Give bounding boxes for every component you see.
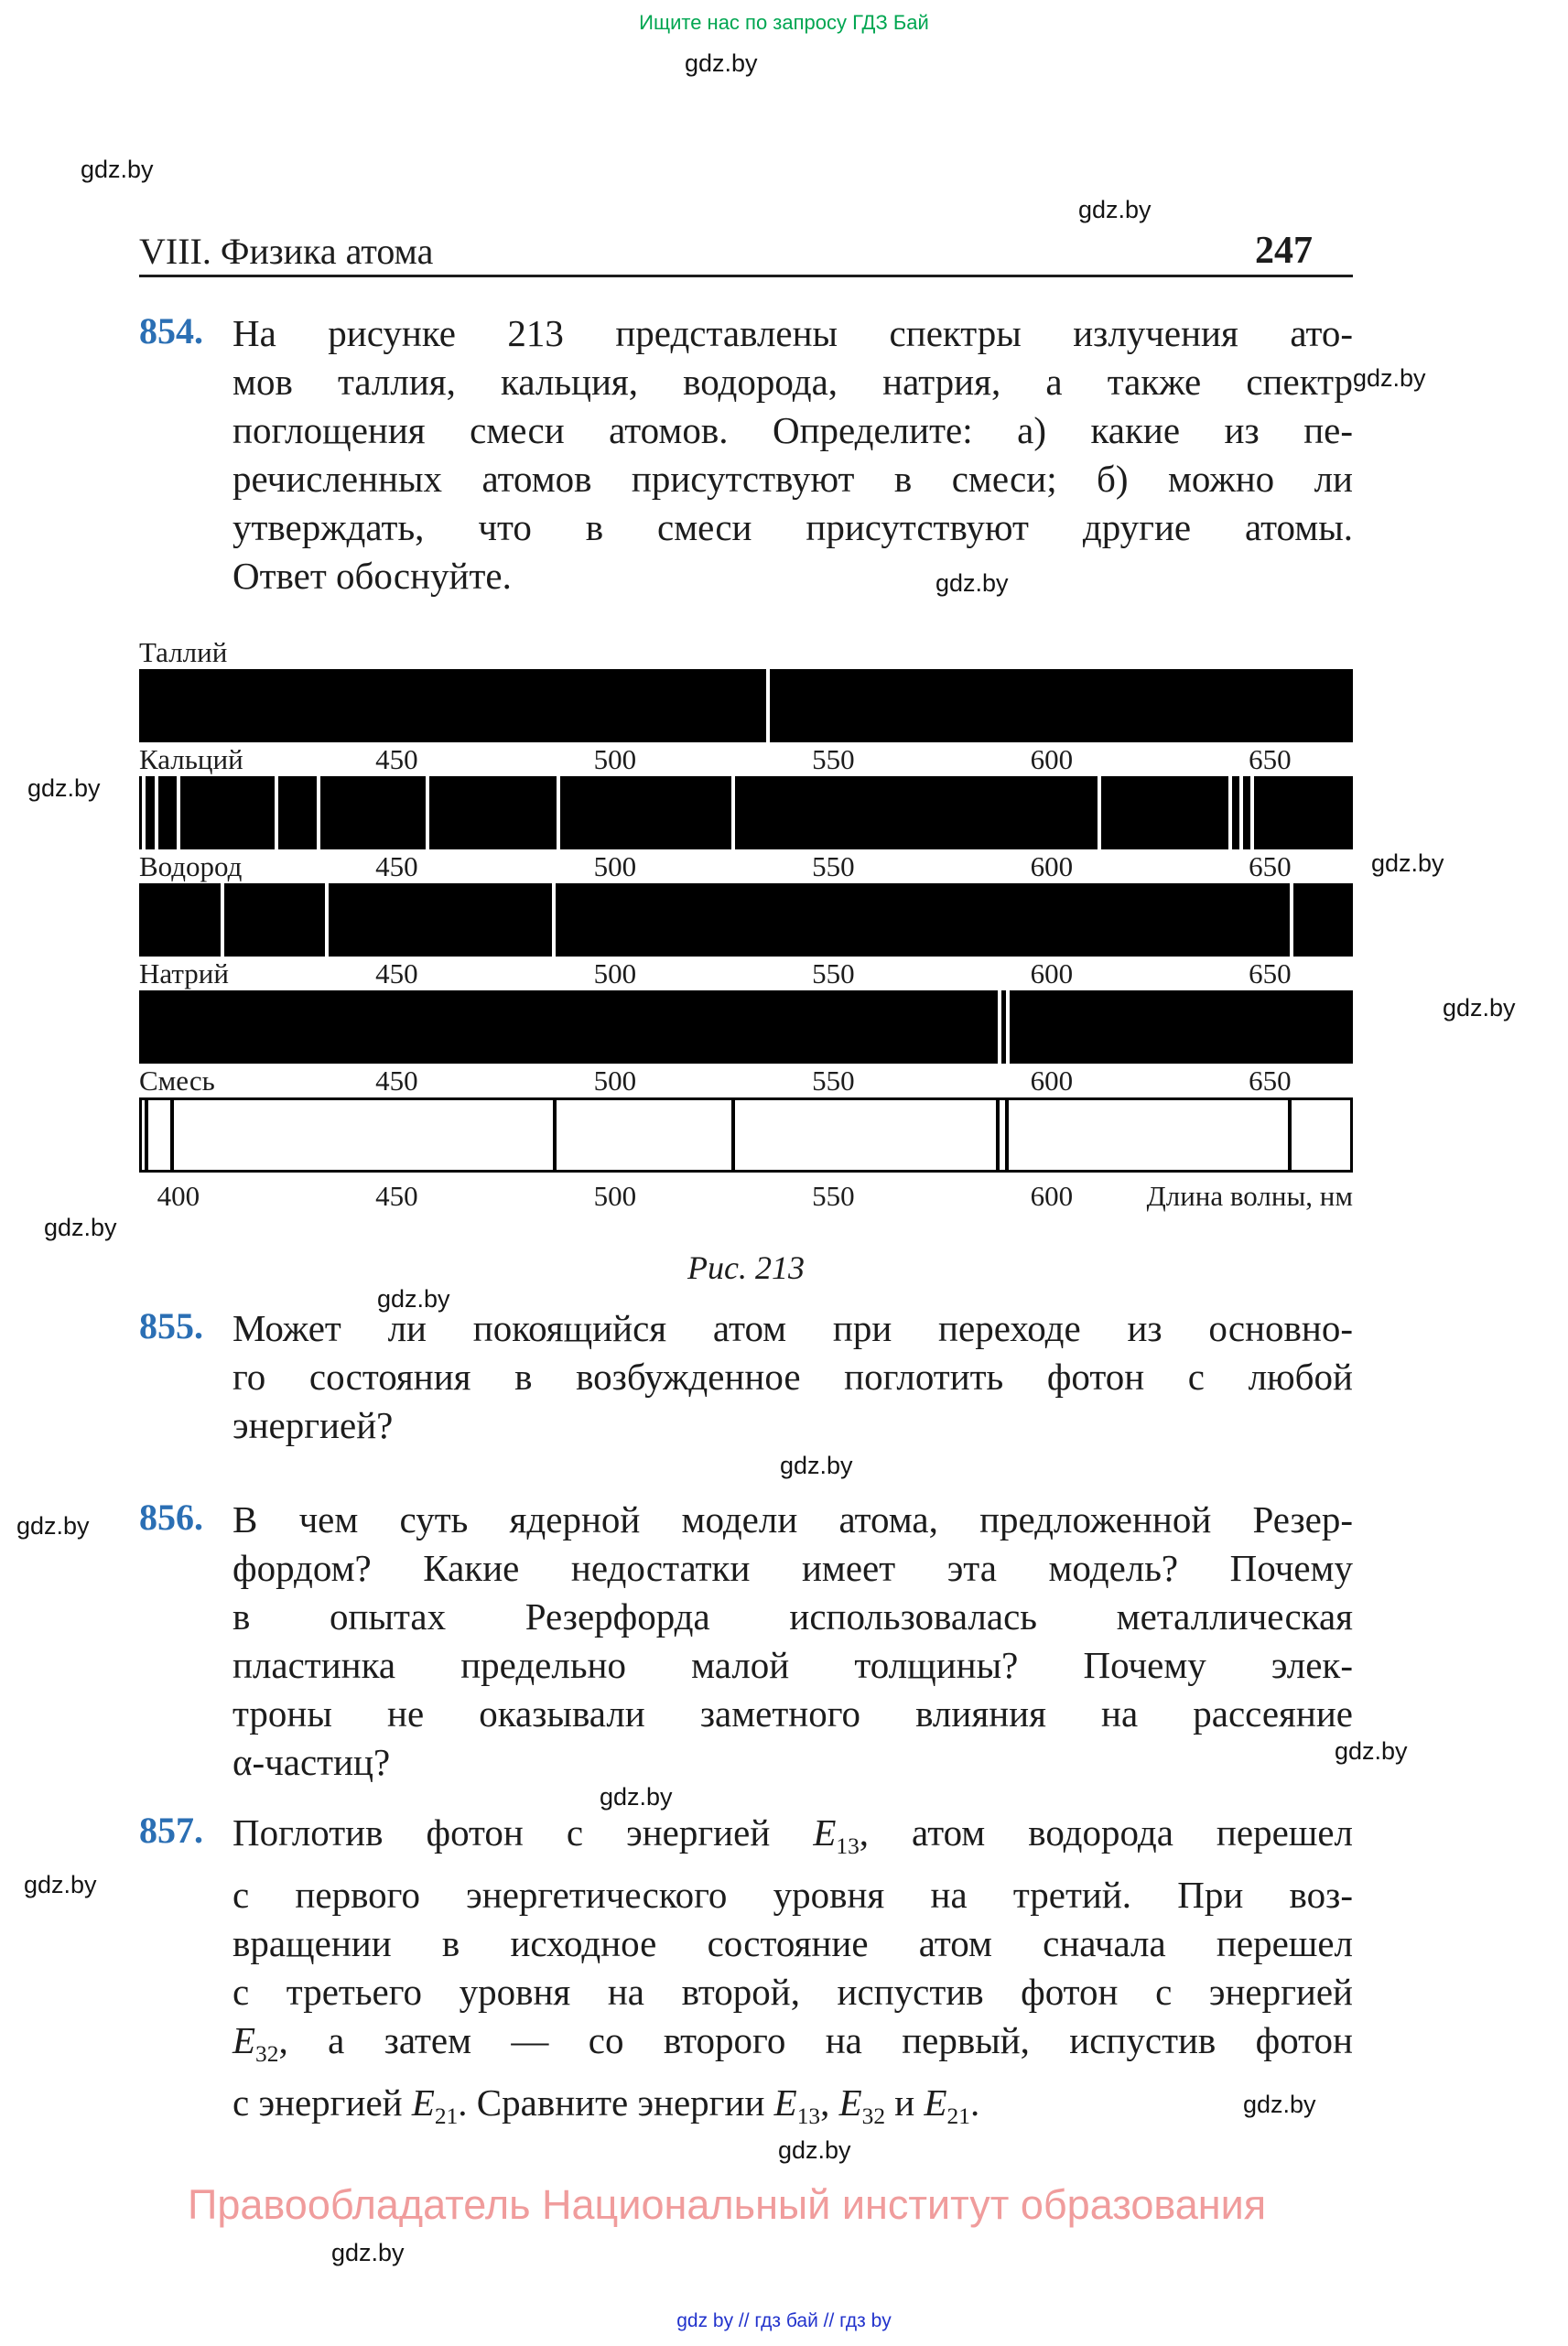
page-number: 247 bbox=[1255, 230, 1313, 272]
problem-text bbox=[232, 1304, 1353, 1450]
wavelength-tick-label: 600 bbox=[1030, 850, 1074, 882]
wavelength-tick-label: 500 bbox=[593, 1180, 637, 1212]
wavelength-tick-label: 600 bbox=[1030, 743, 1074, 775]
text-line: мов таллия, кальция, водорода, натрия, а также спектр bbox=[232, 361, 1353, 403]
spectral-line bbox=[1239, 776, 1243, 849]
spectrum-band-sodium bbox=[139, 990, 1353, 1064]
text-line: утверждать, что в смеси присутствуют другие атомы. bbox=[232, 506, 1353, 548]
spectrum-band-hydrogen bbox=[139, 883, 1353, 957]
axis-label: Длина волны, нм bbox=[1146, 1180, 1353, 1212]
spectral-line bbox=[1006, 990, 1010, 1064]
spectral-line bbox=[155, 776, 158, 849]
wavelength-tick-label: 650 bbox=[1249, 1065, 1292, 1097]
text-line: речисленных атомов присутствуют в смеси; б) можно ли bbox=[232, 458, 1353, 500]
spectral-line bbox=[557, 776, 560, 849]
spectrum-label-row bbox=[139, 635, 1353, 669]
text-line: с третьего уровня на второй, испустив фотон с энергией bbox=[232, 1971, 1353, 2014]
wavelength-tick-label: 550 bbox=[812, 1065, 855, 1097]
wavelength-tick-label: 550 bbox=[812, 957, 855, 989]
spectrum-label: Смесь bbox=[139, 1065, 215, 1097]
gdzby-watermark: gdz.by bbox=[1443, 994, 1516, 1022]
text-line: В чем суть ядерной модели атома, предложенной Резер- bbox=[232, 1498, 1353, 1541]
spectrum-band-calcium bbox=[139, 776, 1353, 849]
wavelength-tick-label: 650 bbox=[1249, 850, 1292, 882]
spectrum-label-row bbox=[139, 849, 1353, 883]
gdzby-watermark: gdz.by bbox=[27, 774, 101, 802]
gdzby-watermark: gdz.by bbox=[1335, 1737, 1408, 1765]
promo-banner-green: Ищите нас по запросу ГДЗ Бай bbox=[639, 11, 929, 34]
gdzby-watermark: gdz.by bbox=[780, 1452, 853, 1479]
spectral-line bbox=[1228, 776, 1232, 849]
problem-number: 855. bbox=[139, 1305, 203, 1346]
spectral-line bbox=[553, 1100, 557, 1170]
text-line: го состояния в возбужденное поглотить фотон с любой bbox=[232, 1356, 1353, 1398]
wavelength-axis bbox=[139, 1173, 1353, 1213]
spectrum-label: Натрий bbox=[139, 957, 229, 989]
spectral-line bbox=[221, 883, 224, 957]
copyright-watermark: Правообладатель Национальный институт образования bbox=[188, 2181, 1267, 2228]
wavelength-tick-label: 500 bbox=[593, 743, 637, 775]
problem-854 bbox=[139, 309, 1353, 600]
spectrum-label: Кальций bbox=[139, 743, 243, 775]
wavelength-tick-label: 450 bbox=[375, 1180, 418, 1212]
spectrum-band-mixture bbox=[139, 1097, 1353, 1173]
wavelength-tick-label: 500 bbox=[593, 957, 637, 989]
problem-number: 854. bbox=[139, 310, 203, 351]
gdzby-watermark: gdz.by bbox=[600, 1783, 673, 1811]
spectral-line bbox=[998, 990, 1001, 1064]
spectral-line bbox=[1288, 1100, 1292, 1170]
spectral-line bbox=[1098, 776, 1101, 849]
text-line: троны не оказывали заметного влияния на рассеяние bbox=[232, 1692, 1353, 1735]
gdzby-watermark: gdz.by bbox=[1371, 849, 1444, 877]
spectrum-label-row bbox=[139, 1064, 1353, 1097]
wavelength-tick-label: 500 bbox=[593, 850, 637, 882]
problem-text bbox=[232, 309, 1353, 600]
problem-857 bbox=[139, 1809, 1353, 2142]
gdzby-watermark: gdz.by bbox=[1243, 2091, 1316, 2118]
wavelength-tick-label: 600 bbox=[1030, 1065, 1074, 1097]
wavelength-tick-label: 450 bbox=[375, 1065, 418, 1097]
wavelength-tick-label: 650 bbox=[1249, 957, 1292, 989]
gdzby-watermark: gdz.by bbox=[331, 2239, 405, 2266]
text-line: энергией? bbox=[232, 1404, 394, 1446]
text-line: Поглотив фотон с энергией $E_{13}$, атом водорода перешел bbox=[232, 1811, 1354, 1860]
chapter-title: VIII. Физика атома bbox=[139, 231, 434, 272]
text-line: фордом? Какие недостатки имеет эта модель? Почему bbox=[232, 1547, 1353, 1589]
text-line: пластинка предельно малой толщины? Почему элек- bbox=[232, 1644, 1353, 1686]
spectrum-label: Таллий bbox=[139, 636, 228, 668]
spectral-line bbox=[1290, 883, 1293, 957]
wavelength-tick-label: 500 bbox=[593, 1065, 637, 1097]
gdzby-watermark: gdz.by bbox=[16, 1512, 90, 1540]
problem-number: 857. bbox=[139, 1810, 203, 1851]
wavelength-tick-label: 550 bbox=[812, 743, 855, 775]
wavelength-tick-label: 450 bbox=[375, 743, 418, 775]
spectral-line bbox=[142, 776, 146, 849]
gdzby-watermark: gdz.by bbox=[778, 2136, 851, 2164]
spectral-line bbox=[145, 1100, 148, 1170]
wavelength-tick-label: 600 bbox=[1030, 957, 1074, 989]
text-line: вращении в исходное состояние атом сначала перешел bbox=[232, 1922, 1353, 1965]
spectral-line bbox=[317, 776, 320, 849]
wavelength-tick-label: 600 bbox=[1030, 1180, 1074, 1212]
problem-856 bbox=[139, 1496, 1353, 1787]
spectral-line bbox=[766, 669, 770, 742]
wavelength-tick-label: 550 bbox=[812, 850, 855, 882]
text-line: в опытах Резерфорда использовалась металлическая bbox=[232, 1595, 1353, 1638]
problem-text bbox=[232, 1496, 1353, 1787]
gdzby-watermark: gdz.by bbox=[44, 1214, 117, 1241]
spectrum-label-row bbox=[139, 742, 1353, 776]
spectral-line bbox=[426, 776, 429, 849]
header-divider bbox=[139, 275, 1353, 277]
spectral-line bbox=[325, 883, 329, 957]
spectrum-label: Водород bbox=[139, 850, 243, 882]
wavelength-tick-label: 400 bbox=[157, 1180, 200, 1212]
footer-links: gdz by // гдз бай // гдз by bbox=[676, 2310, 892, 2331]
text-line: с первого энергетического уровня на третий. При воз- bbox=[232, 1874, 1353, 1917]
gdzby-watermark: gdz.by bbox=[377, 1285, 450, 1313]
gdzby-watermark: gdz.by bbox=[1078, 196, 1152, 223]
text-line: поглощения смеси атомов. Определите: а) какие из пе- bbox=[232, 409, 1353, 451]
spectral-line bbox=[177, 776, 180, 849]
wavelength-tick-label: 650 bbox=[1249, 743, 1292, 775]
figure-213 bbox=[139, 635, 1353, 1213]
text-line: На рисунке 213 представлены спектры излучения ато- bbox=[232, 312, 1353, 354]
spectral-line bbox=[1005, 1100, 1009, 1170]
spectral-line bbox=[275, 776, 278, 849]
gdzby-watermark: gdz.by bbox=[24, 1871, 97, 1898]
wavelength-tick-label: 550 bbox=[812, 1180, 855, 1212]
gdzby-watermark: gdz.by bbox=[1353, 364, 1426, 392]
spectrum-band-thallium bbox=[139, 669, 1353, 742]
spectral-line bbox=[1250, 776, 1254, 849]
text-line: Может ли покоящийся атом при переходе из основно- bbox=[232, 1307, 1353, 1349]
spectral-line bbox=[996, 1100, 1000, 1170]
spectral-line bbox=[170, 1100, 174, 1170]
wavelength-tick-label: 450 bbox=[375, 850, 418, 882]
page-header bbox=[139, 225, 1353, 273]
gdzby-watermark: gdz.by bbox=[935, 569, 1009, 597]
problem-855 bbox=[139, 1304, 1353, 1450]
spectral-line bbox=[731, 1100, 735, 1170]
spectrum-label-row bbox=[139, 957, 1353, 990]
problem-text bbox=[232, 1809, 1353, 2142]
gdzby-watermark: gdz.by bbox=[685, 49, 758, 77]
problem-number: 856. bbox=[139, 1497, 203, 1538]
text-line: Ответ обоснуйте. bbox=[232, 555, 512, 597]
spectral-line bbox=[552, 883, 556, 957]
gdzby-watermark: gdz.by bbox=[81, 156, 154, 183]
figure-caption: Рис. 213 bbox=[687, 1249, 805, 1286]
text-line: $E_{32}$, а затем — со второго на первый, испустив фотон bbox=[232, 2019, 1353, 2068]
text-line: α-частиц? bbox=[232, 1741, 391, 1783]
wavelength-tick-label: 450 bbox=[375, 957, 418, 989]
text-line: с энергией $E_{21}$. Сравните энергии $E_{13}$, $E_{32}$ и $E_{21}$. bbox=[232, 2081, 980, 2130]
spectral-line bbox=[731, 776, 735, 849]
